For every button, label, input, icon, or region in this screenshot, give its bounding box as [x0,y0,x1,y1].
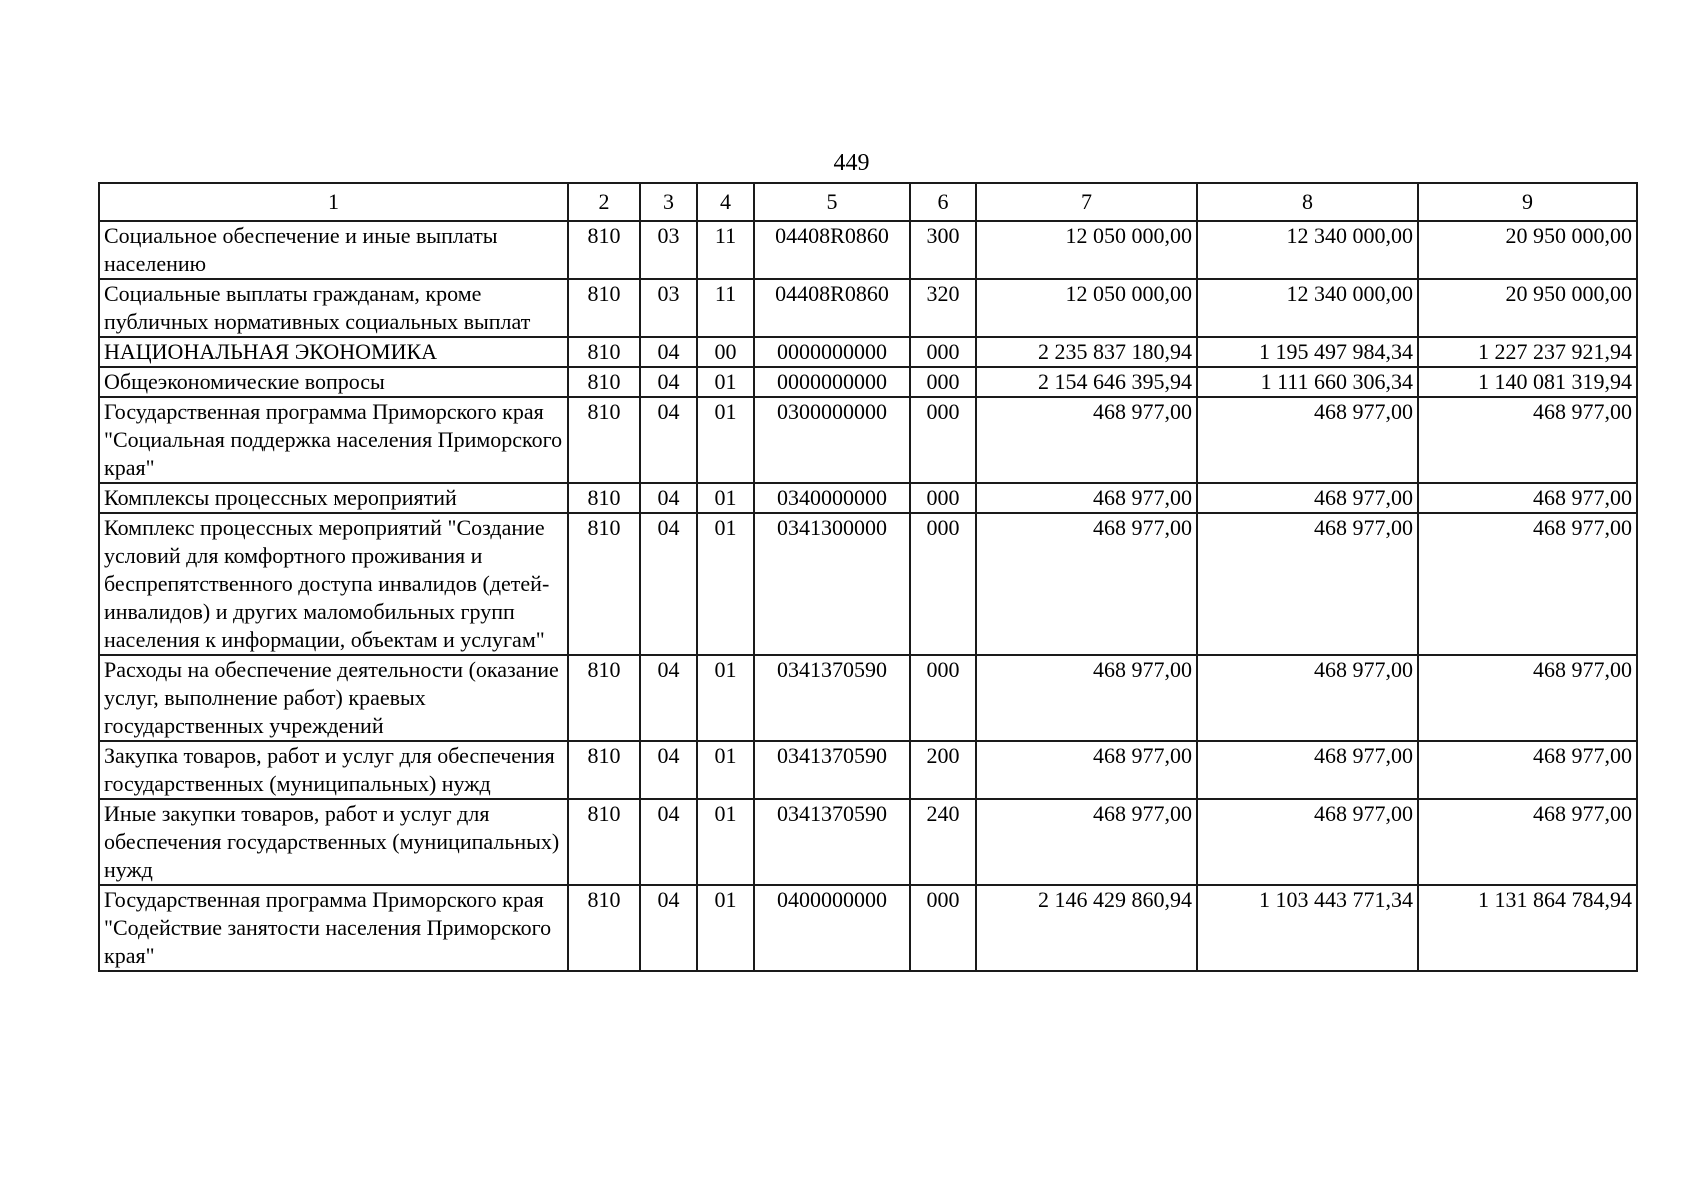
cell-col-2: 810 [568,397,640,483]
column-header-3: 3 [640,183,697,221]
cell-name: Социальные выплаты гражданам, кроме публичных нормативных социальных выплат [99,279,568,337]
cell-name: Иные закупки товаров, работ и услуг для обеспечения государственных (муниципальных) нужд [99,799,568,885]
cell-amount-8: 468 977,00 [1197,655,1418,741]
cell-amount-8: 468 977,00 [1197,741,1418,799]
cell-col-2: 810 [568,655,640,741]
cell-col-6: 000 [910,483,976,513]
cell-col-6: 300 [910,221,976,279]
cell-amount-9: 468 977,00 [1418,513,1637,655]
cell-col-3: 03 [640,221,697,279]
cell-amount-7: 468 977,00 [976,397,1197,483]
cell-amount-9: 1 227 237 921,94 [1418,337,1637,367]
cell-col-2: 810 [568,221,640,279]
cell-amount-9: 468 977,00 [1418,741,1637,799]
cell-col-6: 200 [910,741,976,799]
cell-col-3: 04 [640,367,697,397]
cell-col-3: 04 [640,799,697,885]
cell-col-3: 04 [640,885,697,971]
cell-amount-8: 12 340 000,00 [1197,221,1418,279]
column-header-4: 4 [697,183,754,221]
column-header-5: 5 [754,183,910,221]
cell-col-5: 04408R0860 [754,279,910,337]
cell-amount-7: 468 977,00 [976,799,1197,885]
column-header-1: 1 [99,183,568,221]
cell-amount-7: 468 977,00 [976,741,1197,799]
column-header-2: 2 [568,183,640,221]
cell-amount-7: 2 235 837 180,94 [976,337,1197,367]
cell-amount-9: 468 977,00 [1418,655,1637,741]
table-row [99,483,1637,513]
cell-amount-9: 468 977,00 [1418,799,1637,885]
cell-name: Комплексы процессных мероприятий [99,483,568,513]
column-header-8: 8 [1197,183,1418,221]
cell-col-3: 03 [640,279,697,337]
cell-col-4: 01 [697,885,754,971]
table-row [99,513,1637,655]
cell-col-6: 000 [910,367,976,397]
cell-name: НАЦИОНАЛЬНАЯ ЭКОНОМИКА [99,337,568,367]
cell-col-2: 810 [568,367,640,397]
cell-col-4: 01 [697,483,754,513]
cell-name: Расходы на обеспечение деятельности (оказание услуг, выполнение работ) краевых государственных учреждений [99,655,568,741]
cell-col-6: 000 [910,885,976,971]
cell-col-3: 04 [640,741,697,799]
cell-col-2: 810 [568,885,640,971]
cell-amount-7: 468 977,00 [976,483,1197,513]
cell-col-4: 01 [697,655,754,741]
page-number: 449 [833,150,870,176]
cell-col-4: 01 [697,397,754,483]
table-row [99,885,1637,971]
table-body [99,221,1637,971]
cell-name: Социальное обеспечение и иные выплаты населению [99,221,568,279]
cell-amount-8: 468 977,00 [1197,799,1418,885]
cell-amount-7: 12 050 000,00 [976,279,1197,337]
cell-col-2: 810 [568,279,640,337]
table-row [99,799,1637,885]
cell-amount-9: 20 950 000,00 [1418,279,1637,337]
cell-amount-8: 1 195 497 984,34 [1197,337,1418,367]
cell-col-4: 01 [697,741,754,799]
cell-amount-9: 20 950 000,00 [1418,221,1637,279]
cell-col-6: 000 [910,337,976,367]
cell-col-6: 240 [910,799,976,885]
cell-amount-7: 12 050 000,00 [976,221,1197,279]
table-row [99,279,1637,337]
cell-col-4: 01 [697,513,754,655]
cell-amount-7: 2 146 429 860,94 [976,885,1197,971]
cell-col-2: 810 [568,741,640,799]
cell-amount-7: 2 154 646 395,94 [976,367,1197,397]
cell-amount-9: 1 140 081 319,94 [1418,367,1637,397]
cell-col-4: 01 [697,367,754,397]
cell-amount-8: 1 103 443 771,34 [1197,885,1418,971]
cell-col-5: 0000000000 [754,367,910,397]
cell-col-5: 0300000000 [754,397,910,483]
cell-col-3: 04 [640,655,697,741]
table-row [99,655,1637,741]
cell-name: Общеэкономические вопросы [99,367,568,397]
cell-col-4: 11 [697,279,754,337]
column-header-6: 6 [910,183,976,221]
cell-col-5: 0341300000 [754,513,910,655]
budget-table [98,182,1638,972]
table-row [99,741,1637,799]
cell-amount-7: 468 977,00 [976,655,1197,741]
cell-amount-8: 468 977,00 [1197,397,1418,483]
cell-col-6: 000 [910,655,976,741]
cell-col-4: 11 [697,221,754,279]
cell-col-6: 000 [910,513,976,655]
cell-amount-8: 468 977,00 [1197,513,1418,655]
table-row [99,221,1637,279]
column-header-9: 9 [1418,183,1637,221]
cell-amount-7: 468 977,00 [976,513,1197,655]
column-header-7: 7 [976,183,1197,221]
table-row [99,337,1637,367]
cell-col-5: 04408R0860 [754,221,910,279]
cell-col-3: 04 [640,397,697,483]
cell-col-3: 04 [640,483,697,513]
cell-col-4: 01 [697,799,754,885]
cell-col-2: 810 [568,799,640,885]
cell-col-2: 810 [568,337,640,367]
cell-name: Комплекс процессных мероприятий "Создание условий для комфортного проживания и беспрепятственного доступа инвалидов (детей-инвалидов) и других маломобильных групп населения к информации, объектам и услугам" [99,513,568,655]
cell-col-3: 04 [640,513,697,655]
cell-col-5: 0341370590 [754,799,910,885]
cell-col-2: 810 [568,513,640,655]
cell-amount-9: 468 977,00 [1418,397,1637,483]
cell-amount-8: 12 340 000,00 [1197,279,1418,337]
cell-col-6: 320 [910,279,976,337]
table-row [99,367,1637,397]
cell-name: Закупка товаров, работ и услуг для обеспечения государственных (муниципальных) нужд [99,741,568,799]
cell-name: Государственная программа Приморского края "Социальная поддержка населения Приморского края" [99,397,568,483]
cell-name: Государственная программа Приморского края "Содействие занятости населения Приморского края" [99,885,568,971]
cell-amount-9: 468 977,00 [1418,483,1637,513]
cell-col-5: 0341370590 [754,655,910,741]
table-row [99,397,1637,483]
cell-amount-8: 468 977,00 [1197,483,1418,513]
cell-amount-9: 1 131 864 784,94 [1418,885,1637,971]
cell-col-2: 810 [568,483,640,513]
cell-col-5: 0340000000 [754,483,910,513]
cell-col-4: 00 [697,337,754,367]
cell-col-3: 04 [640,337,697,367]
table-header-row [99,183,1637,221]
cell-col-5: 0000000000 [754,337,910,367]
cell-amount-8: 1 111 660 306,34 [1197,367,1418,397]
cell-col-5: 0341370590 [754,741,910,799]
cell-col-6: 000 [910,397,976,483]
cell-col-5: 0400000000 [754,885,910,971]
